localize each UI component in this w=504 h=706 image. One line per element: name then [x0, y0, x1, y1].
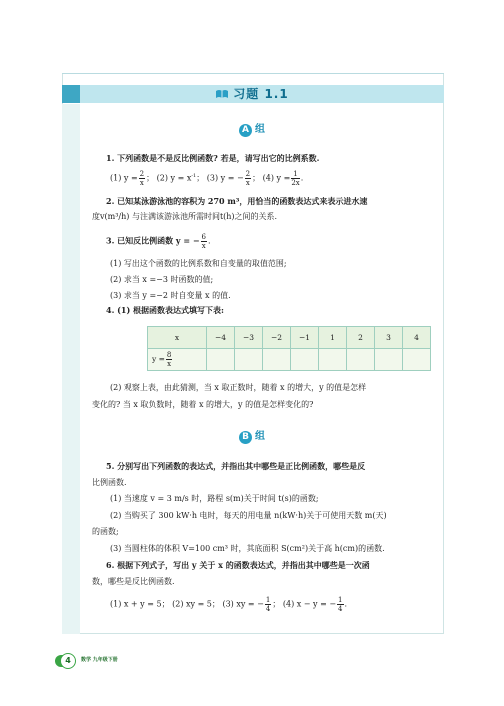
- table-cell: 4: [403, 327, 431, 349]
- table-cell: [263, 349, 291, 371]
- q5-line1: 5. 分别写出下列函数的表达式，并指出其中哪些是正比例函数，哪些是反: [106, 461, 366, 471]
- group-a-badge: A: [239, 124, 252, 137]
- q3-part3: (3) 求当 y =−2 时自变量 x 的值.: [110, 291, 231, 300]
- q3-part2: (2) 求当 x =−3 时函数的值;: [110, 275, 214, 284]
- q3-text: 3. 已知反比例函数 y = − $\frac{6}{x}$ .: [106, 233, 211, 250]
- q5-part3: (3) 当圆柱体的体积 V=100 cm³ 时，其底面积 S(cm²)关于高 h(cm)的函数.: [110, 544, 385, 553]
- group-a-label: 组: [255, 124, 265, 135]
- table-cell: [403, 349, 431, 371]
- q1-text: 1. 下列函数是不是反比例函数? 若是，请写出它的比例系数.: [106, 153, 320, 163]
- q6-options: (1) x + y = 5； (2) xy = 5； (3) xy = − $\frac{1}{4}$ ； (4) x − y = − $\frac{1}{4}$ .: [110, 596, 348, 613]
- table-row: [148, 349, 431, 371]
- table-cell: −3: [235, 327, 263, 349]
- footer-book-title: 数学 九年级下册: [81, 657, 118, 663]
- table-cell: [207, 349, 235, 371]
- q3-part1: (1) 写出这个函数的比例系数和自变量的取值范围;: [110, 259, 287, 268]
- group-b-heading: [0, 430, 504, 444]
- book-icon: [215, 89, 229, 99]
- table-cell: [375, 349, 403, 371]
- q6-line1: 6. 根据下列式子，写出 y 关于 x 的函数表达式，并指出其中哪些是一次函: [106, 560, 370, 570]
- table-cell: 2: [347, 327, 375, 349]
- table-row-label: y = $\frac{8}{x}$: [148, 349, 207, 371]
- table-cell: [319, 349, 347, 371]
- page-number: 4: [60, 653, 76, 669]
- q1-options: (1) y = $\frac{2}{x}$ ； (2) $y = x^{-1}$； (3) y = − $\frac{2}{x}$ ； (4) y = $\frac{1}{2x}$ .: [110, 170, 304, 187]
- group-a-heading: [0, 123, 504, 137]
- value-table: [147, 326, 431, 371]
- q6-line2: 数，哪些是反比例函数.: [92, 577, 175, 586]
- table-cell: [291, 349, 319, 371]
- left-stripe: [62, 104, 80, 634]
- table-cell: x: [148, 327, 207, 349]
- group-b-label: 组: [255, 431, 265, 442]
- table-cell: −4: [207, 327, 235, 349]
- q4-part2-line1: (2) 观察上表，由此猜测，当 x 取正数时，随着 x 的增大，y 的值是怎样: [110, 383, 367, 392]
- table-cell: 1: [319, 327, 347, 349]
- table-cell: [235, 349, 263, 371]
- table-cell: −1: [291, 327, 319, 349]
- table-cell: 3: [375, 327, 403, 349]
- q2-line2: 度v(m³/h) 与注满该游泳池所需时间t(h)之间的关系.: [92, 212, 278, 221]
- group-b-badge: B: [239, 431, 252, 444]
- q5-part2-line2: 的函数;: [92, 527, 119, 536]
- q5-part1: (1) 当速度 v = 3 m/s 时，路程 s(m)关于时间 t(s)的函数;: [110, 494, 319, 503]
- table-cell: [347, 349, 375, 371]
- table-header-row: [148, 327, 431, 349]
- q5-part2-line1: (2) 当购买了 300 kW·h 电时，每天的用电量 n(kW·h)关于可使用天数 m(天): [110, 511, 387, 520]
- title-text: 习题 1.1: [233, 87, 289, 101]
- q5-line2: 比例函数.: [92, 478, 127, 487]
- q2-line1: 2. 已知某泳游泳池的容积为 270 m³，用恰当的函数表达式来表示进水速: [106, 196, 368, 206]
- page-title: [0, 85, 504, 103]
- page-footer: [55, 653, 155, 669]
- q4-text: 4. (1) 根据函数表达式填写下表:: [106, 305, 225, 315]
- q4-part2-line2: 变化的? 当 x 取负数时，随着 x 的增大，y 的值是怎样变化的?: [92, 400, 314, 409]
- table-cell: −2: [263, 327, 291, 349]
